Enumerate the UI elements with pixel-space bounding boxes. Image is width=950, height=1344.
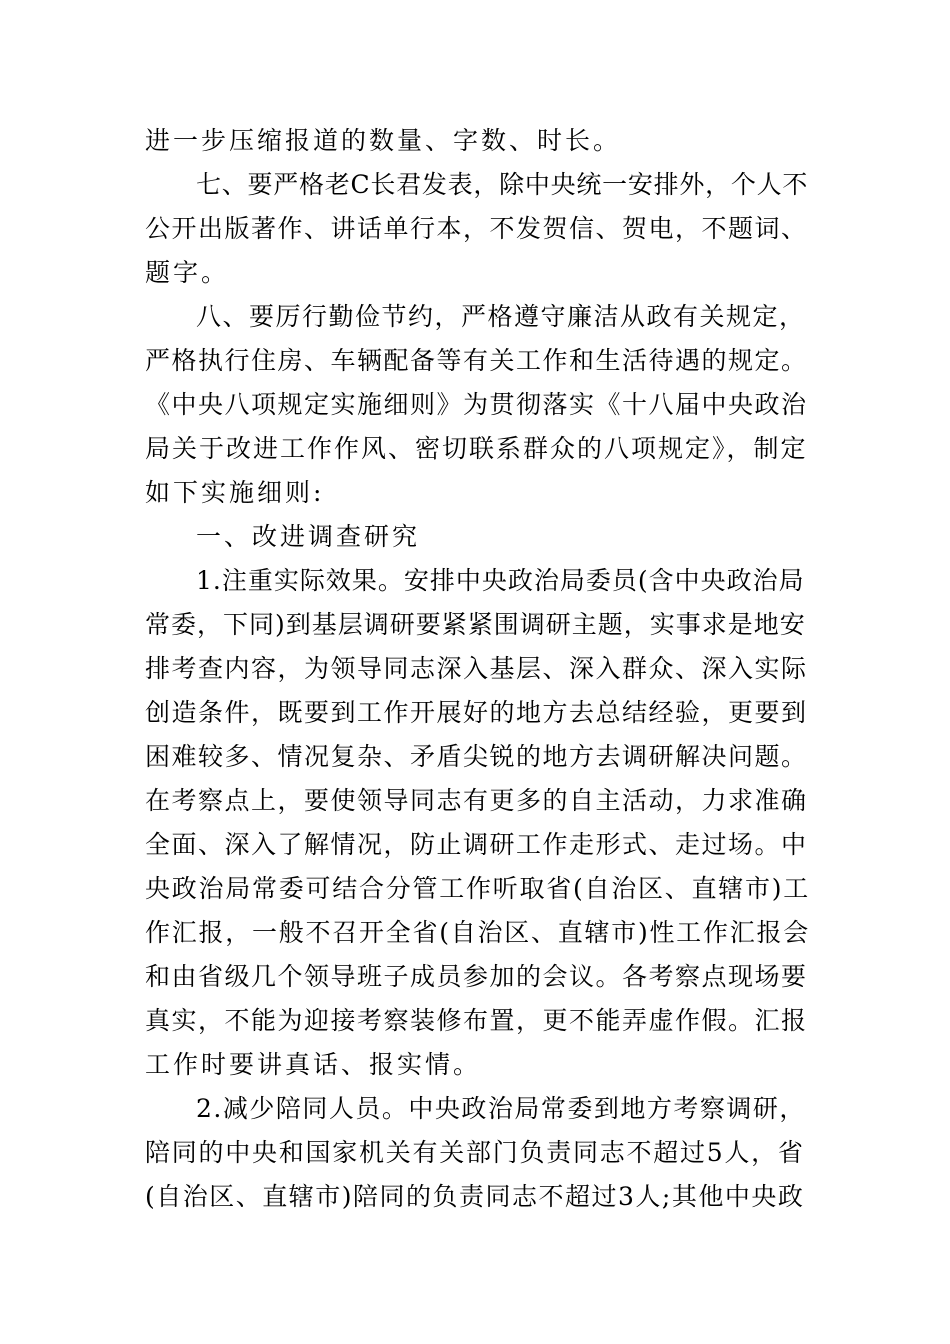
text-line: 困难较多、情况复杂、矛盾尖锐的地方去调研解决问题。 (145, 742, 808, 771)
text-line: 七、要严格老C长君发表，除中央统一安排外，个人不 (196, 170, 809, 199)
text-line: 和由省级几个领导班子成员参加的会议。各考察点现场要 (145, 962, 808, 991)
text-line: 严格执行住房、车辆配备等有关工作和生活待遇的规定。 (145, 346, 808, 375)
text-line: 创造条件，既要到工作开展好的地方去总结经验，更要到 (145, 698, 808, 727)
text-line: 工作时要讲真话、报实情。 (145, 1050, 482, 1079)
text-line: 真实，不能为迎接考察装修布置，更不能弄虚作假。汇报 (145, 1006, 808, 1035)
text-line: 八、要厉行勤俭节约，严格遵守廉洁从政有关规定， (196, 302, 806, 331)
text-line: 2.减少陪同人员。中央政治局常委到地方考察调研， (196, 1094, 806, 1123)
text-line: 陪同的中央和国家机关有关部门负责同志不超过5人，省 (145, 1138, 805, 1167)
text-line: (自治区、直辖市)陪同的负责同志不超过3人;其他中央政 (145, 1182, 805, 1211)
text-line: 常委，下同)到基层调研要紧紧围调研主题，实事求是地安 (145, 610, 806, 639)
text-line: 公开出版著作、讲话单行本，不发贺信、贺电，不题词、 (145, 214, 808, 243)
text-line: 在考察点上，要使领导同志有更多的自主活动，力求准确 (145, 786, 808, 815)
section-heading: 一、改进调查研究 (196, 522, 421, 551)
text-line: 央政治局常委可结合分管工作听取省(自治区、直辖市)工 (145, 874, 811, 903)
text-line: 全面、深入了解情况，防止调研工作走形式、走过场。中 (145, 830, 808, 859)
text-line: 题字。 (145, 258, 230, 287)
text-line: 《中央八项规定实施细则》为贯彻落实《十八届中央政治 (145, 390, 808, 419)
text-line: 排考查内容，为领导同志深入基层、深入群众、深入实际 (145, 654, 808, 683)
text-line: 进一步压缩报道的数量、字数、时长。 (145, 126, 622, 155)
text-line: 作汇报，一般不召开全省(自治区、直辖市)性工作汇报会 (145, 918, 811, 947)
text-line: 局关于改进工作作风、密切联系群众的八项规定》，制定 (145, 434, 808, 463)
text-line: 如下实施细则: (145, 478, 325, 507)
text-line: 1.注重实际效果。安排中央政治局委员(含中央政治局 (196, 566, 805, 595)
